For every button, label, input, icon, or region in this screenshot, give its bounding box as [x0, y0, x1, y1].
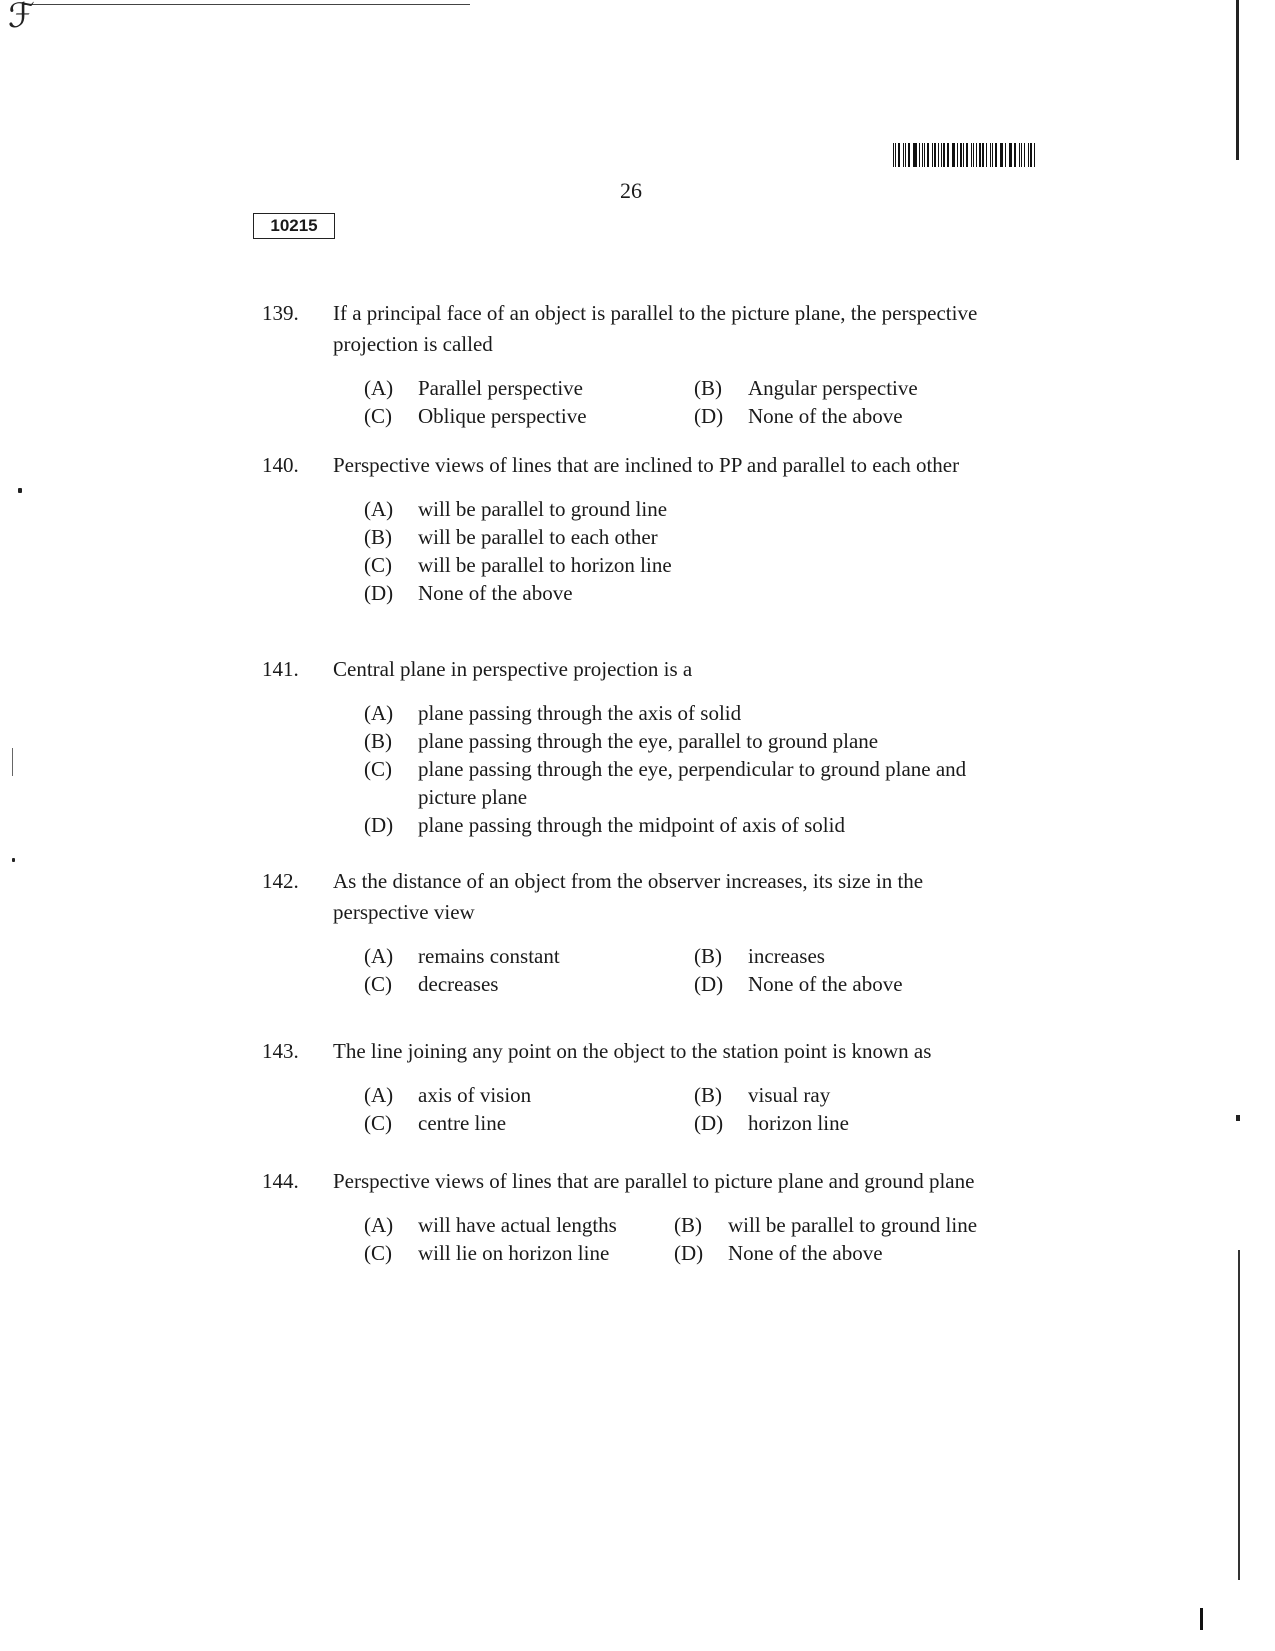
scan-right-tick [1236, 1115, 1240, 1121]
barcode-bar [905, 143, 906, 167]
option [674, 1211, 1014, 1239]
barcode-bar [1028, 143, 1029, 167]
option-label: (B) [694, 376, 722, 400]
barcode-bar [1005, 143, 1006, 167]
option-text: plane passing through the eye, parallel to ground plane [418, 729, 879, 753]
option-label: (A) [364, 376, 394, 400]
option-label: (C) [364, 404, 392, 428]
question-text: Central plane in perspective projection is a [333, 657, 693, 681]
question-number: 143. [262, 1039, 299, 1063]
option-text: None of the above [748, 404, 903, 428]
barcode-bar [966, 143, 967, 167]
question-text: The line joining any point on the object to the station point is known as [333, 1039, 932, 1063]
barcode-bar [1014, 143, 1016, 167]
option-label: (A) [364, 1083, 394, 1107]
option [694, 970, 1024, 998]
option-label: (D) [694, 404, 724, 428]
question-140 [262, 450, 1022, 607]
options [364, 374, 1022, 430]
barcode-bar [960, 143, 962, 167]
question-text: As the distance of an object from the observer increases, its size in the perspective view [333, 869, 924, 924]
barcode-bar [1030, 143, 1032, 167]
question-text: Perspective views of lines that are parallel to picture plane and ground plane [333, 1169, 975, 1193]
paper-code-box: 10215 [253, 213, 335, 239]
option [364, 523, 1022, 551]
barcode-bar [943, 143, 945, 167]
option-text: None of the above [728, 1241, 883, 1265]
option-label: (B) [694, 1083, 722, 1107]
barcode-bar [963, 143, 964, 167]
barcode-bar [1019, 143, 1020, 167]
option [364, 551, 1022, 579]
barcode-bar [934, 143, 935, 167]
option-text: Oblique perspective [418, 404, 587, 428]
barcode-bar [1021, 143, 1022, 167]
option-label: (C) [364, 972, 392, 996]
options [364, 699, 1022, 839]
option [694, 1109, 1024, 1137]
option [364, 699, 1022, 727]
option [364, 942, 694, 970]
option [364, 1109, 694, 1137]
scan-corner-mark: ℱ [8, 0, 35, 35]
barcode-bar [986, 143, 987, 167]
barcode-bar [913, 143, 914, 167]
option-text: plane passing through the axis of solid [418, 701, 742, 725]
option-text: will be parallel to horizon line [418, 553, 672, 577]
barcode-bar [947, 143, 948, 167]
barcode-bar [941, 143, 942, 167]
option-text: Angular perspective [748, 376, 918, 400]
option [364, 579, 1022, 607]
barcode-bar [1024, 143, 1025, 167]
question-number: 141. [262, 657, 299, 681]
question-number: 142. [262, 869, 299, 893]
option [694, 374, 1024, 402]
option-label: (B) [694, 944, 722, 968]
barcode-bar [1000, 143, 1001, 167]
scan-top-rule [22, 4, 470, 5]
barcode-bar [979, 143, 981, 167]
barcode-bar [952, 143, 953, 167]
scan-bottom-mark [1200, 1608, 1203, 1630]
option-label: (D) [364, 813, 394, 837]
barcode-bar [1001, 143, 1002, 167]
barcode-bar [919, 143, 920, 167]
question-number: 139. [262, 301, 299, 325]
option-label: (A) [364, 497, 394, 521]
barcode-bar [908, 143, 909, 167]
option [674, 1239, 1014, 1267]
question-number: 140. [262, 453, 299, 477]
option-label: (D) [694, 1111, 724, 1135]
barcode-bar [932, 143, 933, 167]
option-text: will lie on horizon line [418, 1241, 610, 1265]
options [364, 1081, 1022, 1137]
option-text: Parallel perspective [418, 376, 584, 400]
barcode-bar [922, 143, 923, 167]
option-text: will be parallel to each other [418, 525, 658, 549]
option-label: (D) [674, 1241, 704, 1265]
option-label: (B) [364, 525, 392, 549]
option-text: increases [748, 944, 825, 968]
option-text: centre line [418, 1111, 507, 1135]
barcode-bar [898, 143, 900, 167]
option-label: (C) [364, 757, 392, 781]
option-label: (D) [364, 581, 394, 605]
barcode-bar [976, 143, 977, 167]
barcode-bar [953, 143, 954, 167]
options [364, 1211, 1022, 1267]
question-142 [262, 866, 1022, 998]
barcode-bar [957, 143, 958, 167]
scan-right-edge-lower [1238, 1250, 1240, 1580]
options [364, 495, 1022, 607]
barcode-bar [1009, 143, 1010, 167]
option [694, 402, 1024, 430]
option-label: (C) [364, 1241, 392, 1265]
option-text: plane passing through the midpoint of axis of solid [418, 813, 845, 837]
barcode-bar [903, 143, 904, 167]
question-141 [262, 654, 1022, 839]
barcode-bar [914, 143, 916, 167]
scan-speck [12, 858, 15, 862]
question-text: If a principal face of an object is parallel to the picture plane, the perspective projection is called [333, 301, 978, 356]
option-text: will be parallel to ground line [728, 1213, 978, 1237]
option-text: decreases [418, 972, 499, 996]
question-number: 144. [262, 1169, 299, 1193]
barcode-bar [927, 143, 929, 167]
page-number: 26 [620, 178, 642, 203]
option-text: remains constant [418, 944, 560, 968]
option-label: (C) [364, 553, 392, 577]
option [364, 727, 1022, 755]
barcode-bar [1010, 143, 1011, 167]
option [364, 970, 694, 998]
barcode [893, 143, 1038, 167]
option-label: (B) [364, 729, 392, 753]
option-text: None of the above [418, 581, 573, 605]
barcode-bar [895, 143, 896, 167]
scan-speck [18, 488, 22, 493]
option [364, 755, 1022, 811]
barcode-bar [1034, 143, 1035, 167]
scan-tick [12, 748, 13, 776]
option [364, 1211, 674, 1239]
barcode-bar [990, 143, 991, 167]
option-label: (B) [674, 1213, 702, 1237]
question-139 [262, 298, 1022, 430]
option [364, 1239, 674, 1267]
barcode-bar [982, 143, 983, 167]
option-label: (C) [364, 1111, 392, 1135]
option [694, 942, 1024, 970]
barcode-bar [938, 143, 939, 167]
option-text: will be parallel to ground line [418, 497, 668, 521]
barcode-bar [995, 143, 997, 167]
barcode-bar [971, 143, 972, 167]
barcode-bar [893, 143, 894, 167]
option-text: will have actual lengths [418, 1213, 617, 1237]
option-label: (A) [364, 944, 394, 968]
option-label: (D) [694, 972, 724, 996]
option [364, 374, 694, 402]
question-144 [262, 1166, 1022, 1267]
option-text: plane passing through the eye, perpendicular to ground plane and picture plane [418, 757, 967, 809]
scan-right-edge [1236, 0, 1239, 160]
question-143 [262, 1036, 1022, 1137]
option [364, 495, 1022, 523]
option [364, 1081, 694, 1109]
barcode-bar [924, 143, 925, 167]
option-text: None of the above [748, 972, 903, 996]
option [364, 811, 1022, 839]
option [364, 402, 694, 430]
option-text: horizon line [748, 1111, 849, 1135]
option [694, 1081, 1024, 1109]
option-label: (A) [364, 701, 394, 725]
option-label: (A) [364, 1213, 394, 1237]
barcode-bar [992, 143, 993, 167]
barcode-bar [973, 143, 974, 167]
options [364, 942, 1022, 998]
option-text: axis of vision [418, 1083, 532, 1107]
option-text: visual ray [748, 1083, 831, 1107]
question-text: Perspective views of lines that are inclined to PP and parallel to each other [333, 453, 960, 477]
